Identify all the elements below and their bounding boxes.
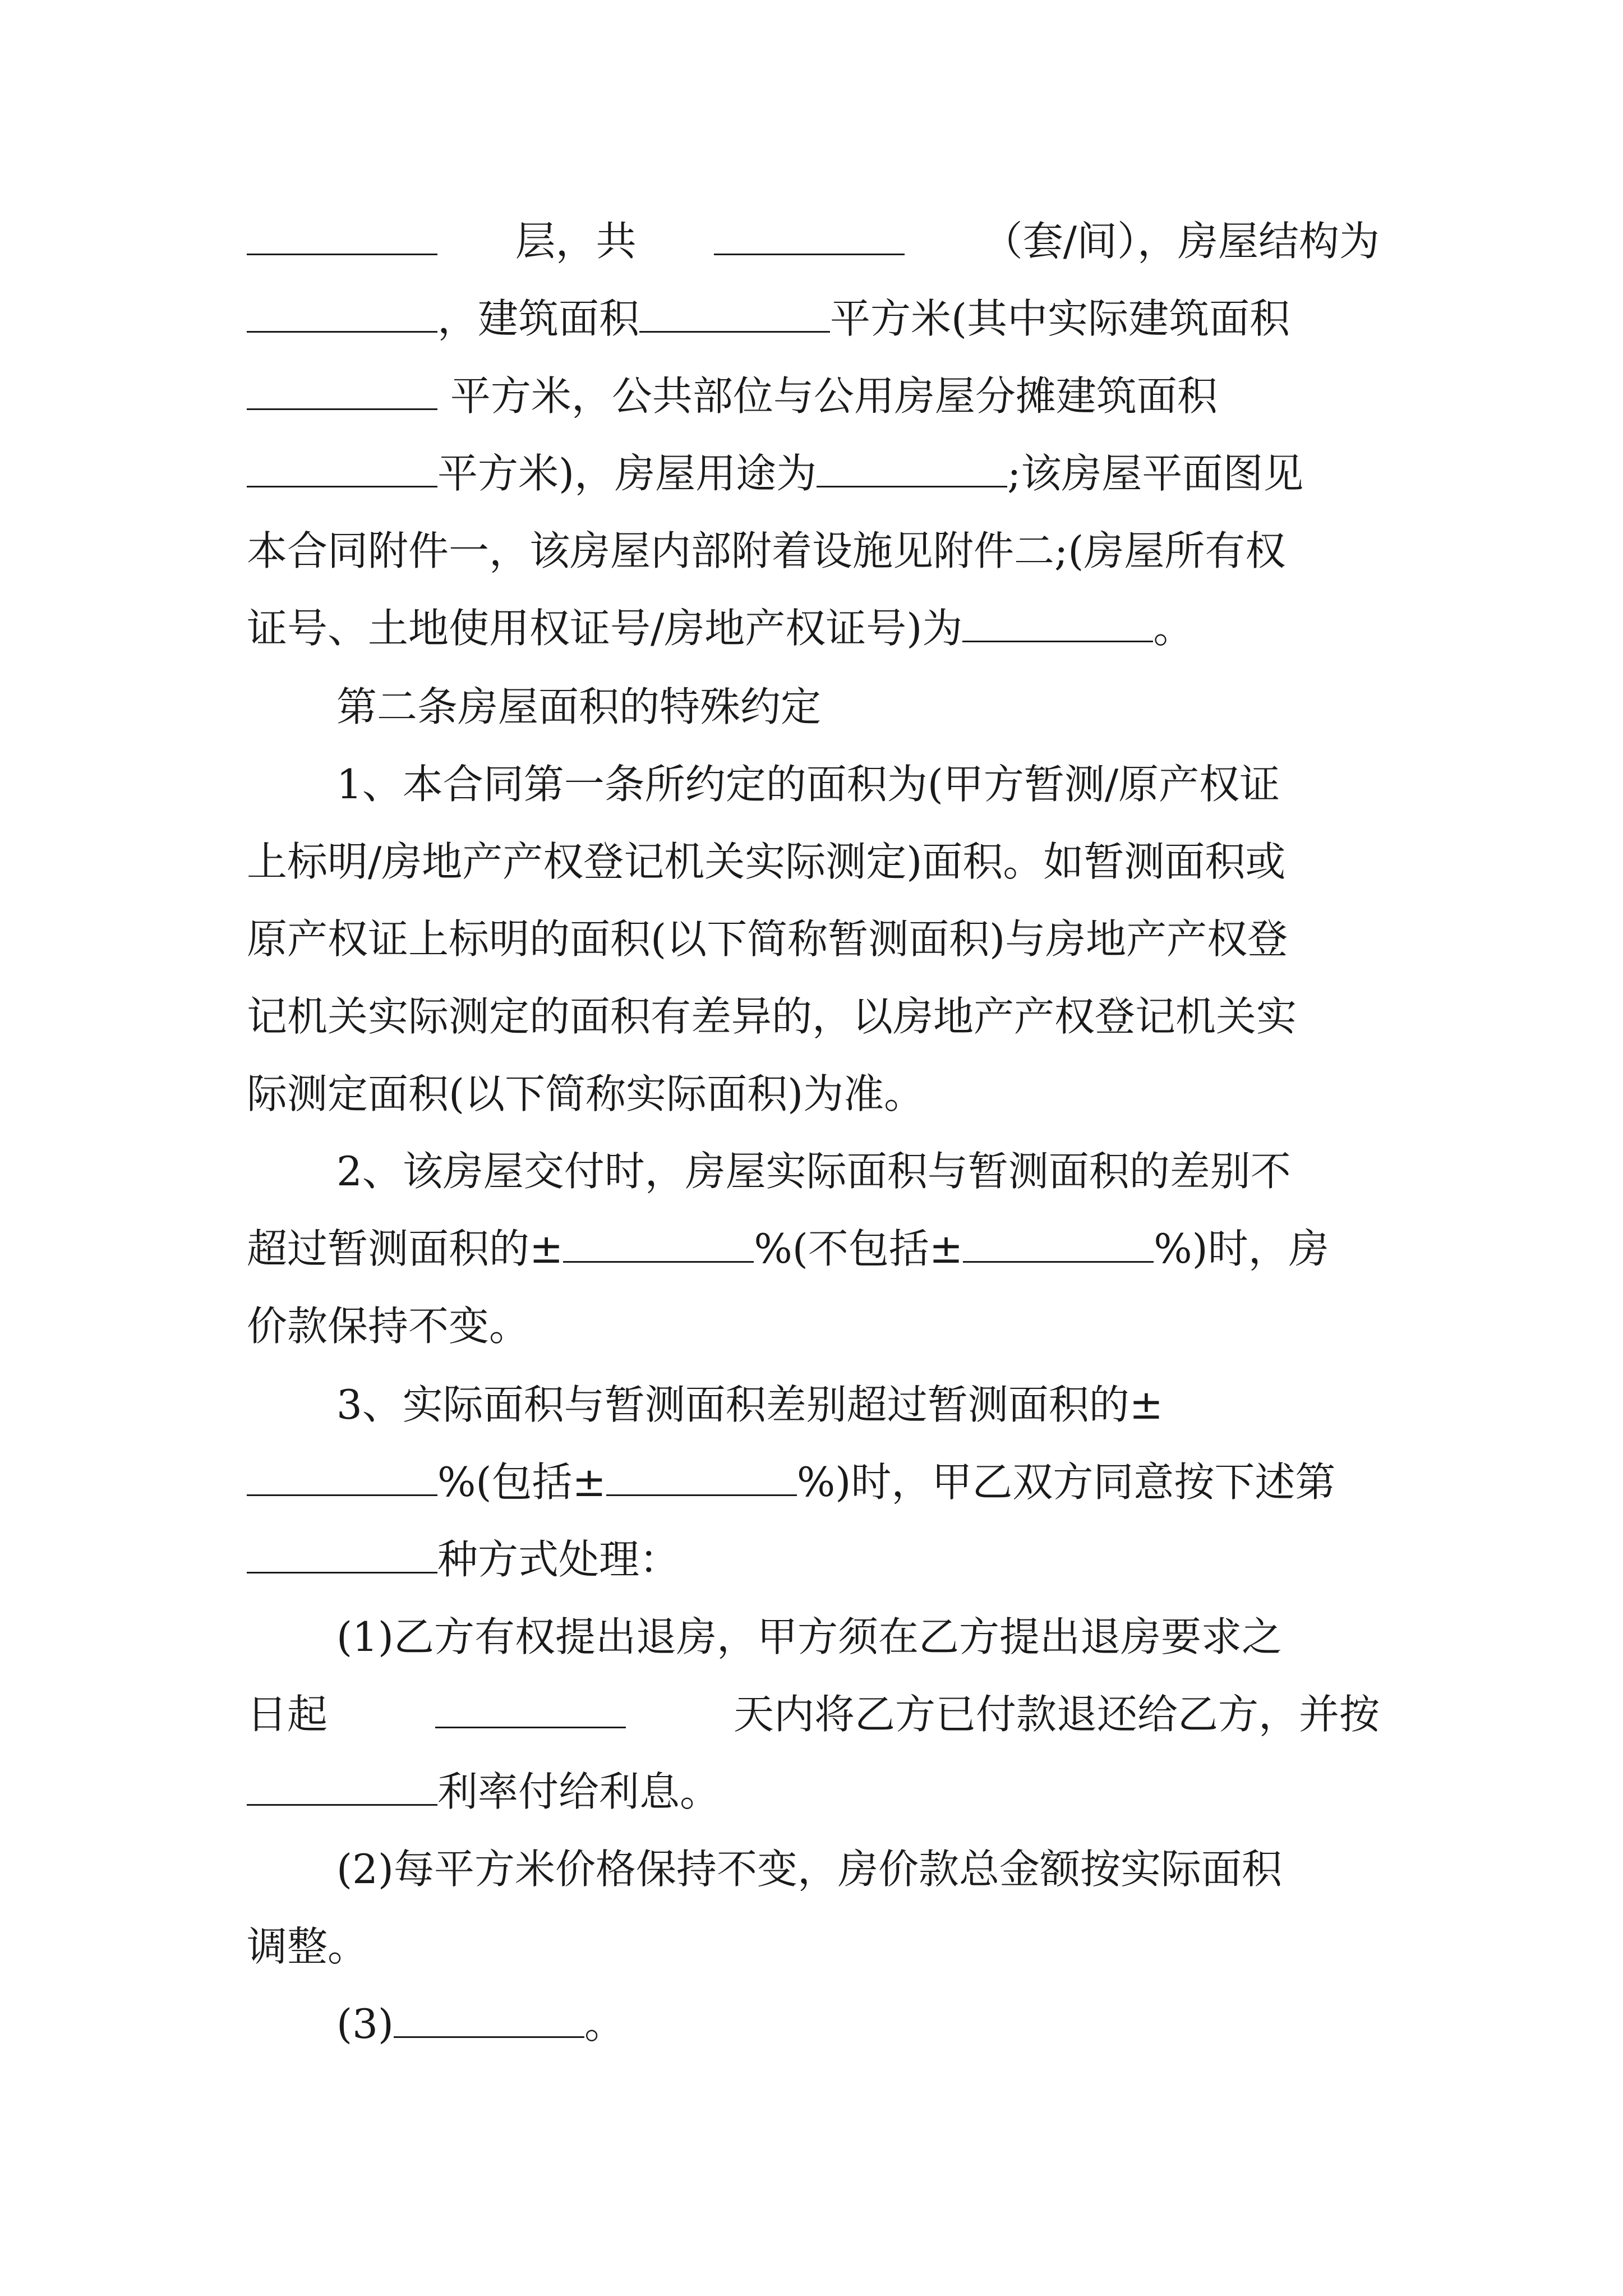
text-line bbox=[247, 291, 1380, 347]
text-segment: 平方米，公共部位与公用房屋分摊建筑面积 bbox=[450, 372, 1218, 420]
text-segment: 价款保持不变。 bbox=[247, 1303, 530, 1350]
text-segment: 。 bbox=[1153, 605, 1194, 652]
text-segment: %(包括± bbox=[437, 1458, 606, 1506]
text-segment: （套/间），房屋结构为 bbox=[982, 218, 1380, 265]
text-line bbox=[247, 834, 1380, 890]
text-segment: 。 bbox=[584, 2000, 625, 2047]
text-line bbox=[247, 445, 1380, 501]
text-segment: (3) bbox=[336, 2000, 394, 2047]
text-segment: (1)乙方有权提出退房，甲方须在乙方提出退房要求之 bbox=[336, 1613, 1282, 1660]
text-segment: 1、本合同第一条所约定的面积为(甲方暂测/原产权证 bbox=[336, 761, 1280, 808]
fill-in-blank[interactable] bbox=[247, 220, 437, 255]
article-heading bbox=[336, 679, 1380, 735]
text-line bbox=[247, 911, 1380, 967]
text-segment: 第二条房屋面积的特殊约定 bbox=[336, 683, 822, 730]
text-segment: ;该房屋平面图见 bbox=[1007, 450, 1304, 497]
text-line bbox=[247, 523, 1380, 579]
fill-in-blank[interactable] bbox=[563, 1227, 754, 1263]
text-segment: %)时，甲乙双方同意按下述第 bbox=[796, 1458, 1336, 1506]
text-line bbox=[247, 368, 1380, 424]
text-line bbox=[247, 988, 1380, 1045]
fill-in-blank[interactable] bbox=[435, 1693, 626, 1728]
text-segment: 种方式处理： bbox=[437, 1536, 680, 1583]
text-line bbox=[247, 1918, 1380, 1975]
text-segment: 原产权证上标明的面积(以下简称暂测面积)与房地产产权登 bbox=[247, 915, 1288, 963]
text-line bbox=[247, 1221, 1380, 1277]
fill-in-blank[interactable] bbox=[247, 1461, 437, 1496]
text-segment: ，建筑面积 bbox=[437, 295, 640, 342]
text-line bbox=[336, 756, 1380, 812]
text-segment: 平方米(其中实际建筑面积 bbox=[830, 295, 1290, 342]
fill-in-blank[interactable] bbox=[247, 1538, 437, 1573]
text-segment: (2)每平方米价格保持不变，房价款总金额按实际面积 bbox=[336, 1846, 1282, 1893]
fill-in-blank[interactable] bbox=[247, 452, 437, 487]
text-segment: 天内将乙方已付款退还给乙方，并按 bbox=[733, 1691, 1380, 1738]
text-segment: 上标明/房地产产权登记机关实际测定)面积。如暂测面积或 bbox=[247, 838, 1286, 885]
text-segment: 平方米)，房屋用途为 bbox=[437, 450, 817, 497]
text-segment: 记机关实际测定的面积有差异的，以房地产产权登记机关实 bbox=[247, 993, 1297, 1040]
fill-in-blank[interactable] bbox=[247, 375, 437, 410]
fill-in-blank[interactable] bbox=[639, 297, 830, 333]
text-segment: 2、该房屋交付时，房屋实际面积与暂测面积的差别不 bbox=[336, 1148, 1291, 1195]
text-line bbox=[247, 1454, 1380, 1510]
text-line bbox=[336, 1609, 1380, 1665]
text-segment: %(不包括± bbox=[754, 1225, 963, 1272]
text-line bbox=[247, 600, 1380, 656]
text-line bbox=[247, 1066, 1380, 1122]
fill-in-blank[interactable] bbox=[962, 607, 1153, 642]
fill-in-blank[interactable] bbox=[394, 2003, 584, 2038]
text-segment: 证号、土地使用权证号/房地产权证号)为 bbox=[247, 605, 963, 652]
text-segment: %)时，房 bbox=[1154, 1225, 1329, 1272]
text-line bbox=[247, 1686, 1380, 1742]
text-line bbox=[247, 1764, 1380, 1820]
text-line bbox=[336, 1377, 1380, 1433]
fill-in-blank[interactable] bbox=[247, 297, 437, 333]
text-segment: 层，共 bbox=[515, 218, 637, 265]
text-segment: 利率付给利息。 bbox=[437, 1768, 721, 1815]
text-segment: 3、实际面积与暂测面积差别超过暂测面积的± bbox=[336, 1381, 1164, 1428]
text-segment: 调整。 bbox=[247, 1923, 368, 1970]
fill-in-blank[interactable] bbox=[817, 452, 1007, 487]
fill-in-blank[interactable] bbox=[963, 1227, 1154, 1263]
text-segment: 超过暂测面积的± bbox=[247, 1225, 564, 1272]
text-segment: 日起 bbox=[247, 1691, 328, 1738]
text-segment: 本合同附件一，该房屋内部附着设施见附件二;(房屋所有权 bbox=[247, 527, 1286, 574]
text-line bbox=[247, 1298, 1380, 1354]
fill-in-blank[interactable] bbox=[606, 1461, 797, 1496]
text-line bbox=[336, 1996, 1380, 2052]
text-segment: 际测定面积(以下简称实际面积)为准。 bbox=[247, 1070, 925, 1117]
fill-in-blank[interactable] bbox=[247, 1770, 437, 1806]
text-line bbox=[336, 1143, 1380, 1199]
fill-in-blank[interactable] bbox=[714, 220, 905, 255]
text-line bbox=[336, 1841, 1380, 1897]
text-line bbox=[247, 213, 1380, 269]
text-line bbox=[247, 1531, 1380, 1588]
